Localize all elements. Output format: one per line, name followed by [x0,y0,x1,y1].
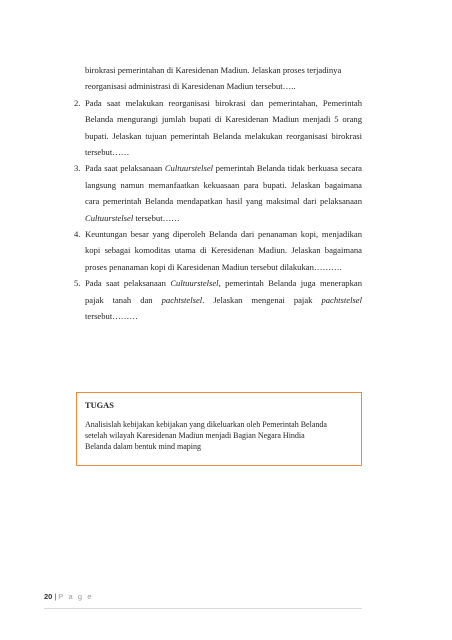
question-number: 2. [74,97,81,108]
question-item [74,226,362,275]
question-text-segment: Pada saat pelaksanaan [85,278,171,289]
question-text-segment: , pemerintah Belanda juga menerapkan pajak tanah dan [85,278,362,305]
question-1-continuation [74,62,362,95]
tugas-line: setelah wilayah Karesidenan Madiun menjadi Bagian Negara Hindia [85,431,305,440]
page-footer [44,592,93,601]
question-text [85,95,362,161]
question-term-italic: Cultuurstelsel [85,212,134,223]
question-term-italic: pachtstelsel [161,294,203,305]
footer-separator: | [54,592,57,601]
question-term-italic: Cultuurstelsel [170,278,219,289]
question-item [74,160,362,226]
footer-page-label: P a g e [58,592,94,601]
question-text [85,226,362,275]
tugas-line: Belanda dalam bentuk mind maping [85,442,201,451]
question-text-segment: tersebut…… [133,212,180,223]
question-text-segment: tersebut……… [85,311,138,322]
question-number: 4. [74,229,81,240]
question-item [74,275,362,324]
question-term-italic: Cultuurstelsel [164,163,214,174]
question-number: 5. [74,278,81,289]
footer-rule [44,608,362,609]
question-term-italic: pachtstelsel [321,294,363,305]
question-text-segment: pemerintah Belanda tidak berkuasa secara langsung namun memanfaatkan kekuasaan para bupati. Jelaskan bagaimana cara pemerintah Belanda mendapatkan hasil yang maksimal dari pelaksanaan [85,163,362,207]
question-text-segment: Pada saat melakukan reorganisasi birokrasi dan pemerintahan, Pemerintah Belanda mengurangi jumlah bupati di Karesidenan Madiun menjadi 5 orang bupati. Jelaskan tujuan pemerintah Belanda melakukan reorganisasi birokrasi tersebut…… [85,97,362,158]
question-list [74,62,362,325]
tugas-line: Analisislah kebijakan kebijakan yang dikeluarkan oleh Pemerintah Belanda [85,420,327,429]
question-text [85,160,362,226]
tugas-title: TUGAS [85,401,114,410]
tugas-box [76,392,362,466]
question-number: 3. [74,163,81,174]
numbered-questions [74,95,362,325]
question-text [85,275,362,324]
question-text-segment: Keuntungan besar yang diperoleh Belanda dari penanaman kopi, menjadikan kopi sebagai komoditas utama di Keresidenan Madiun. Jelaskan bagaimana proses penanaman kopi di Karesidenan Madiun tersebut dilakukan………. [85,229,362,272]
question-text-segment: . Jelaskan mengenai pajak [202,294,322,305]
continuation-line: reorganisasi administrasi di Karesidenan Madiun tersebut….. [85,81,296,92]
question-text-segment: Pada saat pelaksanaan [85,163,165,174]
continuation-line: birokrasi pemerintahan di Karesidenan Madiun. Jelaskan proses terjadinya [85,65,342,75]
question-item [74,95,362,161]
tugas-body [85,419,353,452]
page-number: 20 [44,592,53,601]
